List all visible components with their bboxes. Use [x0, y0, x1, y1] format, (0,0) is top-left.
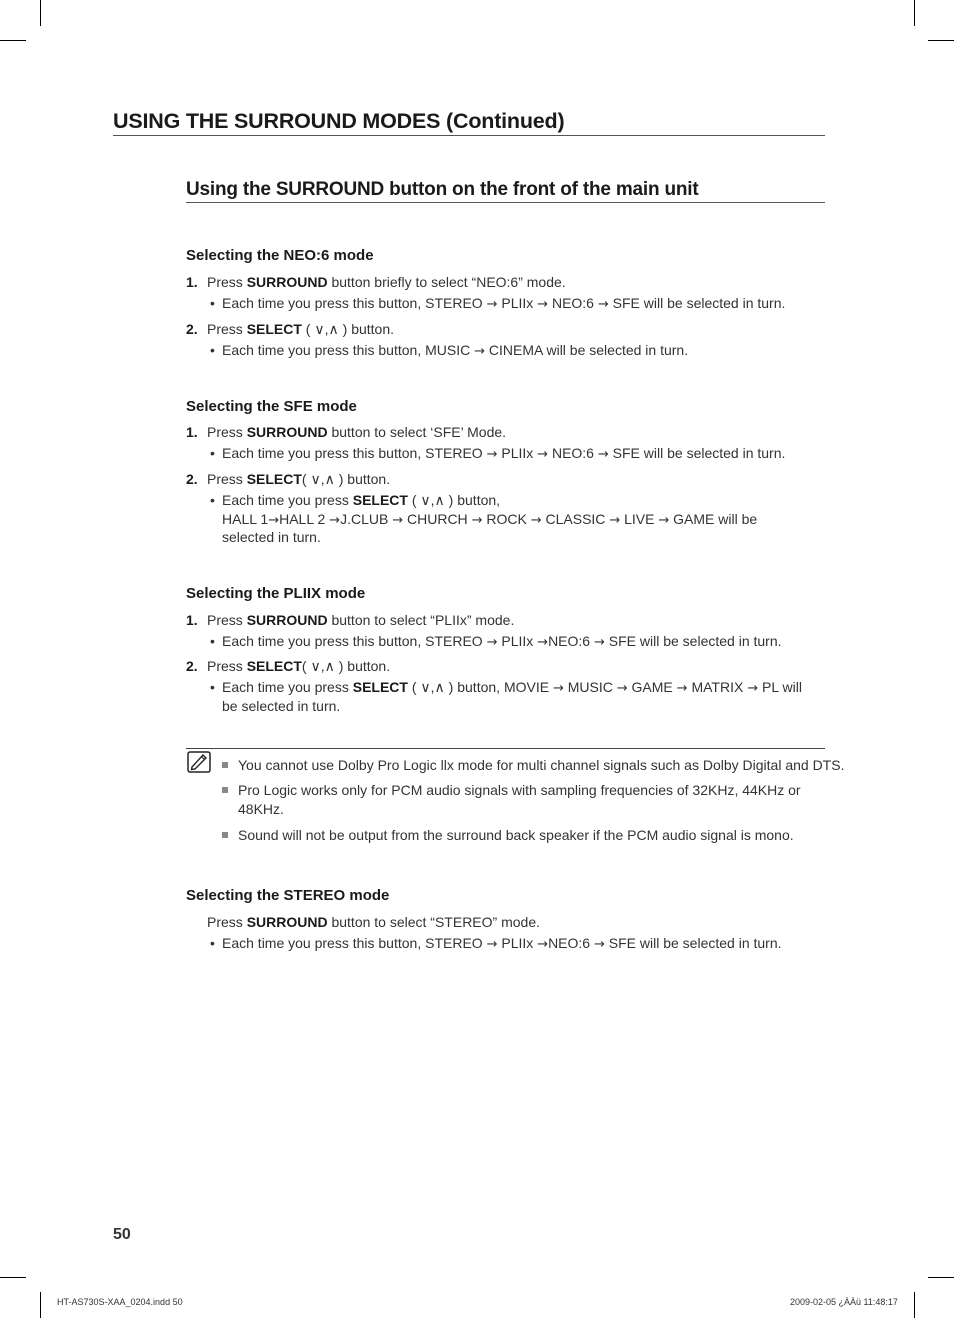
stereo-heading: Selecting the STEREO mode — [186, 887, 390, 904]
neo6-step-2: 2. Press SELECT ( ∨,∧ ) button. — [186, 321, 395, 337]
arrow-icon: → — [609, 513, 621, 528]
pliix-bullet-2-end: be selected in turn. — [222, 698, 341, 714]
note-item: You cannot use Dolby Pro Logic llx mode for multi channel signals such as Dolby Digital and DTS. — [222, 757, 844, 773]
arrow-icon: → — [474, 344, 486, 359]
arrow-icon: → — [268, 513, 280, 528]
arrow-icon: → — [593, 937, 605, 952]
arrow-icon: → — [537, 937, 549, 952]
arrow-icon: → — [392, 513, 404, 528]
arrow-icon: → — [471, 513, 483, 528]
note-icon — [187, 751, 211, 773]
neo6-heading: Selecting the NEO:6 mode — [186, 247, 374, 264]
sfe-step-1: 1. Press SURROUND button to select ‘SFE’ Mode. — [186, 424, 507, 440]
pliix-bullet-2: • Each time you press SELECT ( ∨,∧ ) button, MOVIE → MUSIC → GAME → MATRIX → PL will — [210, 679, 802, 696]
crop-mark — [40, 0, 41, 26]
arrow-icon: → — [530, 513, 542, 528]
arrow-icon: → — [658, 513, 670, 528]
pliix-step-1: 1. Press SURROUND button to select “PLIIx” mode. — [186, 612, 515, 628]
crop-mark — [0, 40, 26, 41]
section-title: Using the SURROUND button on the front of the main unit — [186, 179, 825, 203]
note-item: Pro Logic works only for PCM audio signals with sampling frequencies of 32KHz, 44KHz or — [222, 782, 801, 798]
note-item: Sound will not be output from the surround back speaker if the PCM audio signal is mono. — [222, 827, 794, 843]
arrow-icon: → — [486, 297, 498, 312]
arrow-icon: → — [329, 513, 341, 528]
note-divider — [186, 748, 825, 749]
crop-mark — [40, 1292, 41, 1318]
crop-mark — [928, 1277, 954, 1278]
pliix-step-2: 2. Press SELECT( ∨,∧ ) button. — [186, 658, 391, 674]
crop-mark — [914, 0, 915, 26]
crop-mark — [928, 40, 954, 41]
square-bullet-icon — [222, 762, 228, 768]
neo6-step-1: 1. Press SURROUND button briefly to select “NEO:6” mode. — [186, 274, 566, 290]
arrow-icon: → — [552, 681, 564, 696]
arrow-icon: → — [486, 937, 498, 952]
neo6-bullet-2: • Each time you press this button, MUSIC → CINEMA will be selected in turn. — [210, 342, 689, 359]
arrow-icon: → — [537, 297, 549, 312]
stereo-bullet-1: • Each time you press this button, STEREO → PLIIx →NEO:6 → SFE will be selected in turn. — [210, 935, 782, 952]
sfe-bullet-2-modes: HALL 1→HALL 2 →J.CLUB → CHURCH → ROCK → CLASSIC → LIVE → GAME will be — [222, 511, 758, 528]
note-item-continued: 48KHz. — [238, 801, 284, 817]
neo6-bullet-1: • Each time you press this button, STEREO → PLIIx → NEO:6 → SFE will be selected in turn. — [210, 295, 786, 312]
arrow-icon: → — [486, 635, 498, 650]
page-number: 50 — [113, 1226, 131, 1243]
pliix-bullet-1: • Each time you press this button, STEREO → PLIIx →NEO:6 → SFE will be selected in turn. — [210, 633, 782, 650]
arrow-icon: → — [537, 635, 549, 650]
page-title: USING THE SURROUND MODES (Continued) — [113, 109, 825, 136]
arrow-icon: → — [676, 681, 688, 696]
arrow-icon: → — [486, 447, 498, 462]
footer-filename: HT-AS730S-XAA_0204.indd 50 — [57, 1297, 183, 1307]
arrow-icon: → — [593, 635, 605, 650]
sfe-step-2: 2. Press SELECT( ∨,∧ ) button. — [186, 471, 391, 487]
crop-mark — [914, 1292, 915, 1318]
stereo-line-1: Press SURROUND button to select “STEREO” mode. — [207, 914, 540, 930]
pliix-heading: Selecting the PLIIX mode — [186, 585, 366, 602]
sfe-heading: Selecting the SFE mode — [186, 398, 357, 415]
arrow-icon: → — [747, 681, 759, 696]
arrow-icon: → — [597, 297, 609, 312]
sfe-bullet-1: • Each time you press this button, STEREO → PLIIx → NEO:6 → SFE will be selected in turn. — [210, 445, 786, 462]
square-bullet-icon — [222, 832, 228, 838]
arrow-icon: → — [616, 681, 628, 696]
sfe-bullet-2-end: selected in turn. — [222, 529, 321, 545]
arrow-icon: → — [537, 447, 549, 462]
sfe-bullet-2: • Each time you press SELECT ( ∨,∧ ) button, — [210, 492, 501, 508]
crop-mark — [0, 1277, 26, 1278]
square-bullet-icon — [222, 787, 228, 793]
footer-timestamp: 2009-02-05 ¿ÀÀü 11:48:17 — [790, 1297, 898, 1307]
arrow-icon: → — [597, 447, 609, 462]
